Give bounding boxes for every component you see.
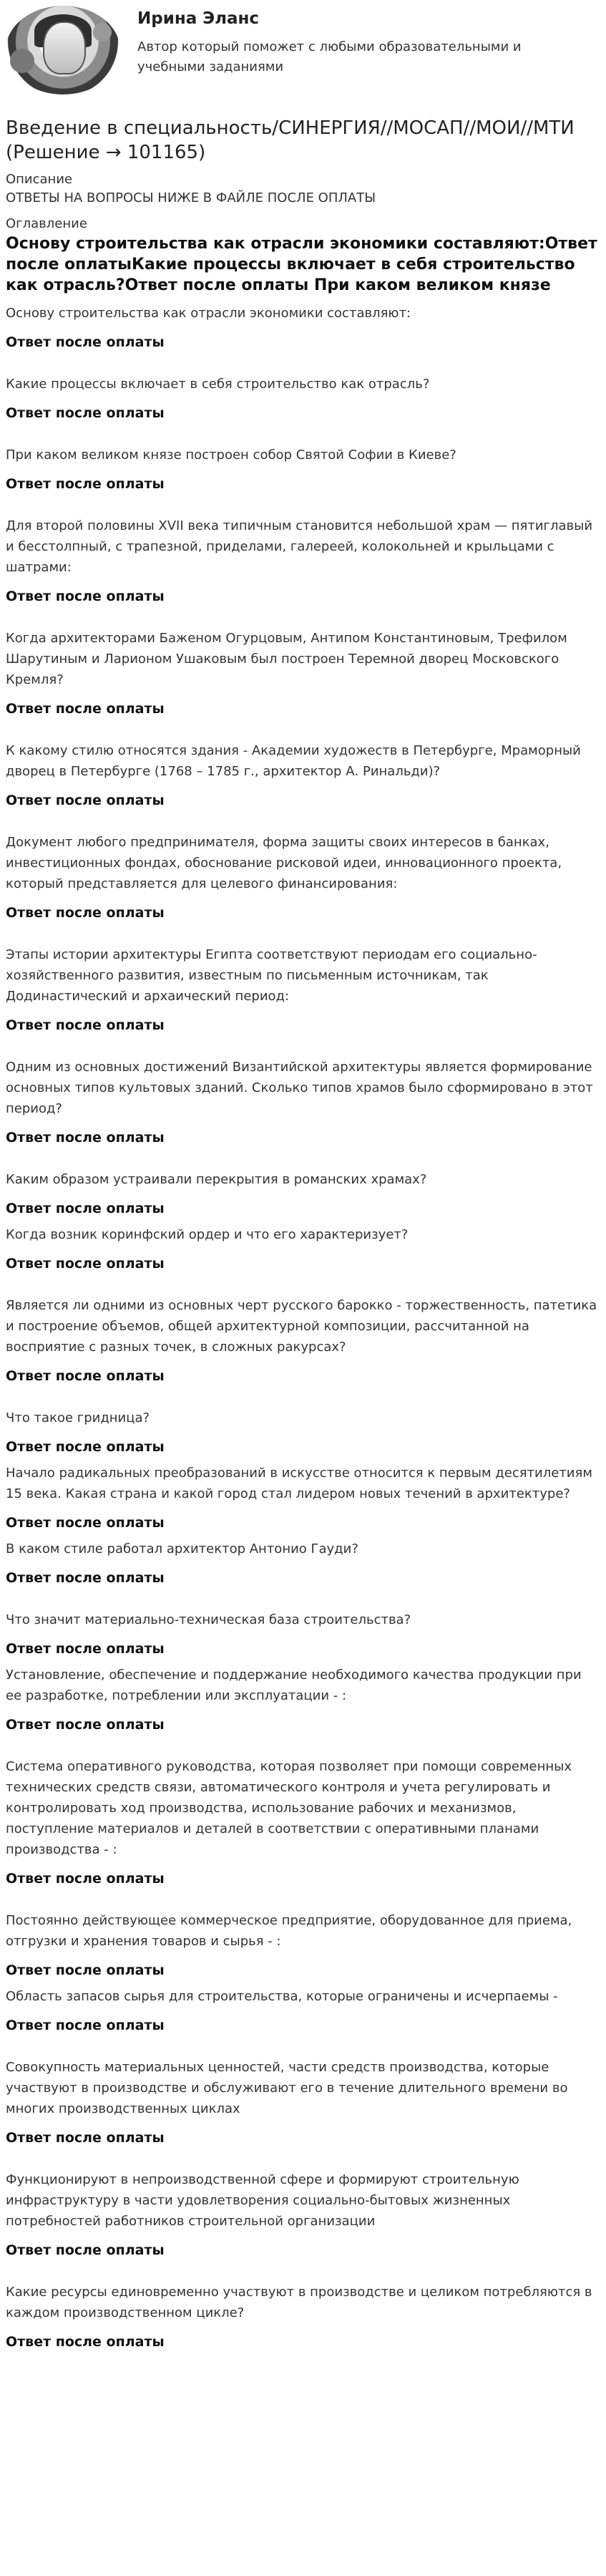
question-text: При каком великом князе построен собор Святой Софии в Киеве?: [6, 447, 456, 463]
author-name[interactable]: Ирина Эланс: [137, 9, 260, 28]
answer-locked-label: Ответ после оплаты: [6, 589, 165, 604]
author-info: [120, 6, 581, 77]
description-label: Описание: [6, 172, 73, 187]
answer-locked-label: Ответ после оплаты: [6, 2242, 165, 2258]
answer-locked-label: Ответ после оплаты: [6, 1368, 165, 1384]
answer-locked-label: Ответ после оплаты: [6, 793, 165, 808]
question-text: К какому стилю относятся здания - Академии художеств в Петербурге, Мраморный дворец в Петербурге (1768 – 1785 г., архитектор А. Ринальди)?: [6, 743, 581, 779]
toc-label: Оглавление: [6, 216, 87, 231]
question-text: Функционируют в непроизводственной сфере и формируют строительную инфраструктуру в части удовлетворения социально-бытовых жизненных потребностей работников строительной организации: [6, 2172, 519, 2229]
question-text: Установление, обеспечение и поддержание необходимого качества продукции при ее разработке, потреблении или эксплуатации - :: [6, 1667, 582, 1703]
avatar-face: [43, 21, 86, 74]
question-text: Этапы истории архитектуры Египта соответствуют периодам его социально-хозяйственного развития, известным по письменным источникам, так Додинастический и архаический период:: [6, 947, 537, 1004]
author-description: Автор который поможет с любыми образовательными и учебными заданиями: [137, 39, 522, 74]
answer-locked-label: Ответ после оплаты: [6, 1962, 165, 1978]
answer-locked-label: Ответ после оплаты: [6, 1871, 165, 1887]
question-text: Какие ресурсы единовременно участвуют в производстве и целиком потребляются в каждом производственном цикле?: [6, 2285, 592, 2320]
answer-locked-label: Ответ после оплаты: [6, 1201, 165, 1216]
question-text: Совокупность материальных ценностей, части средств производства, которые участвуют в производстве и обслуживают его в течение длительного времени во многих производственных циклах: [6, 2060, 568, 2116]
answer-locked-label: Ответ после оплаты: [6, 2334, 165, 2350]
answer-locked-label: Ответ после оплаты: [6, 2130, 165, 2146]
question-text: Что значит материально-техническая база строительства?: [6, 1612, 411, 1627]
document-title: Введение в специальность/СИНЕРГИЯ//МОСАП//МОИ//МТИ (Решение → 101165): [6, 117, 575, 163]
question-text: Каким образом устраивали перекрытия в романских храмах?: [6, 1172, 427, 1187]
answer-locked-label: Ответ после оплаты: [6, 334, 165, 350]
answer-locked-label: Ответ после оплаты: [6, 476, 165, 492]
question-text: Для второй половины XVII века типичным становится небольшой храм — пятиглавый и бесстолпный, с трапезной, приделами, галереей, колокольней и крыльцами с шатрами:: [6, 518, 593, 575]
avatar-decoration: [10, 49, 34, 73]
answer-locked-label: Ответ после оплаты: [6, 405, 165, 421]
answer-locked-label: Ответ после оплаты: [6, 1017, 165, 1033]
answer-locked-label: Ответ после оплаты: [6, 1130, 165, 1146]
answer-locked-label: Ответ после оплаты: [6, 905, 165, 921]
answer-locked-label: Ответ после оплаты: [6, 1439, 165, 1455]
author-avatar[interactable]: [6, 6, 120, 95]
answer-locked-label: Ответ после оплаты: [6, 1641, 165, 1657]
question-text: Начало радикальных преобразований в искусстве относится к первым десятилетиям 15 века. Какая страна и какой город стал лидером новых течений в архитектуре?: [6, 1466, 592, 1501]
table-of-contents: Основу строительства как отрасли экономики составляют:Ответ после оплатыКакие процессы включает в себя строительство как отрасль?Ответ после оплаты При каком великом князе: [6, 235, 597, 294]
answer-locked-label: Ответ после оплаты: [6, 1515, 165, 1531]
question-text: Когда возник коринфский ордер и что его характеризует?: [6, 1227, 409, 1242]
answer-locked-label: Ответ после оплаты: [6, 1256, 165, 1272]
question-text: Одним из основных достижений Византийской архитектуры является формирование основных типов культовых зданий. Сколько типов храмов было сформировано в этот период?: [6, 1060, 593, 1116]
question-text: Какие процессы включает в себя строительство как отрасль?: [6, 377, 430, 392]
question-text: Постоянно действующее коммерческое предприятие, оборудованное для приема, отгрузки и хранения товаров и сырья - :: [6, 1913, 572, 1949]
description-text: ОТВЕТЫ НА ВОПРОСЫ НИЖЕ В ФАЙЛЕ ПОСЛЕ ОПЛАТЫ: [6, 190, 376, 205]
question-text: Область запасов сырья для строительства, которые ограничены и исчерпаемы -: [6, 1989, 558, 2004]
question-text: Основу строительства как отрасли экономики составляют:: [6, 306, 411, 321]
question-text: Документ любого предпринимателя, форма защиты своих интересов в банках, инвестиционных фондах, обоснование рисковой идеи, инновационного проекта, который представляется для целевого финансирования:: [6, 835, 562, 891]
answer-locked-label: Ответ после оплаты: [6, 1717, 165, 1733]
avatar-decoration: [93, 23, 112, 42]
question-text: В каком стиле работал архитектор Антонио Гауди?: [6, 1541, 358, 1556]
answer-locked-label: Ответ после оплаты: [6, 1570, 165, 1586]
document-content: [0, 100, 606, 2352]
question-text: Является ли одними из основных черт русского барокко - торжественность, патетика и построение объемов, общей архитектурной композиции, рассчитанной на восприятие с разных точек, в сложных ракурсах?: [6, 1298, 597, 1355]
question-text: Что такое гридница?: [6, 1410, 150, 1425]
author-header: [0, 0, 606, 100]
question-text: Когда архитекторами Баженом Огурцовым, Антипом Константиновым, Трефилом Шарутиным и Ларионом Ушаковым был построен Теремной дворец Московского Кремля?: [6, 631, 567, 687]
question-text: Система оперативного руководства, которая позволяет при помощи современных технических средств связи, автоматического контроля и учета регулировать и контролировать ход производства, использование рабочих и механизмов, поступление материалов и деталей в соответствии с оперативными планами производства - :: [6, 1759, 572, 1857]
qa-list: [6, 303, 600, 2352]
answer-locked-label: Ответ после оплаты: [6, 701, 165, 717]
answer-locked-label: Ответ после оплаты: [6, 2018, 165, 2033]
